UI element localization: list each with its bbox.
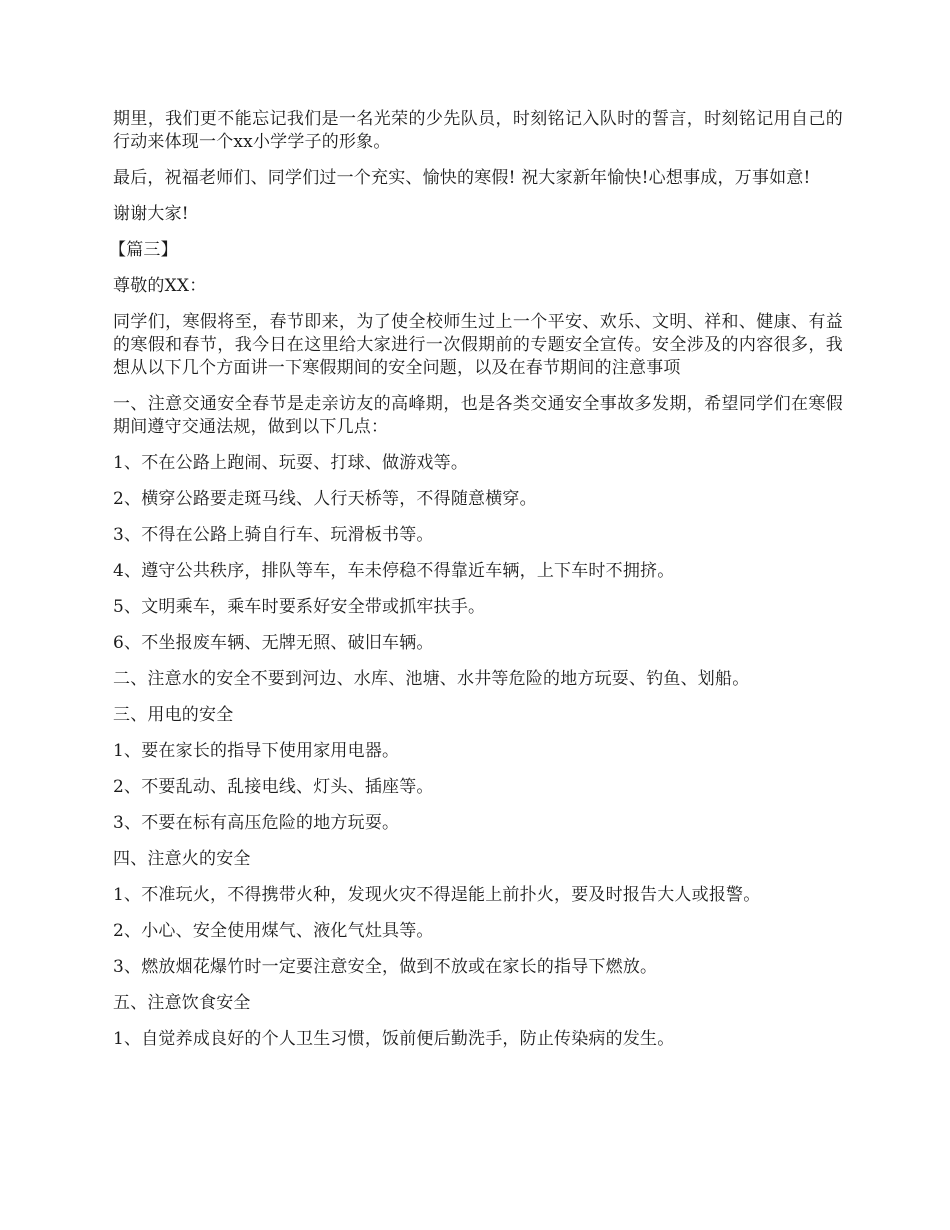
list-item: 3、不得在公路上骑自行车、玩滑板书等。 [113, 525, 434, 545]
list-item: 2、不要乱动、乱接电线、灯头、插座等。 [113, 777, 434, 797]
section-electric-safety: 三、用电的安全 [113, 705, 234, 725]
list-item: 6、不坐报废车辆、无牌无照、破旧车辆。 [113, 633, 434, 653]
list-item: 1、自觉养成良好的个人卫生习惯，饭前便后勤洗手，防止传染病的发生。 [113, 1029, 675, 1049]
list-item: 1、要在家长的指导下使用家用电器。 [113, 741, 400, 761]
list-item: 4、遵守公共秩序，排队等车，车未停稳不得靠近车辆，上下车时不拥挤。 [113, 561, 675, 581]
list-item: 3、燃放烟花爆竹时一定要注意安全，做到不放或在家长的指导下燃放。 [113, 957, 658, 977]
paragraph-closing-wishes: 最后，祝福老师们、同学们过一个充实、愉快的寒假! 祝大家新年愉快!心想事成，万事如意! [113, 168, 811, 188]
paragraph-thanks: 谢谢大家! [113, 204, 189, 224]
section-fire-safety: 四、注意火的安全 [113, 849, 251, 869]
list-item: 2、小心、安全使用煤气、液化气灶具等。 [113, 921, 434, 941]
paragraph-closing-1: 期里，我们更不能忘记我们是一名光荣的少先队员，时刻铭记入队时的誓言，时刻铭记用自己的行动来体现一个xx小学学子的形象。 [113, 109, 843, 152]
document-page [109, 108, 843, 1064]
list-item: 3、不要在标有高压危险的地方玩耍。 [113, 813, 400, 833]
list-item: 2、横穿公路要走斑马线、人行天桥等，不得随意横穿。 [113, 489, 537, 509]
list-item: 1、不准玩火，不得携带火种，发现火灾不得逞能上前扑火，要及时报告大人或报警。 [113, 885, 761, 905]
list-item: 1、不在公路上跑闹、玩耍、打球、做游戏等。 [113, 453, 469, 473]
list-item: 5、文明乘车，乘车时要系好安全带或抓牢扶手。 [113, 597, 486, 617]
section-heading-part-three: 【篇三】 [109, 240, 178, 260]
section-water-safety: 二、注意水的安全不要到河边、水库、池塘、水井等危险的地方玩耍、钓鱼、划船。 [113, 669, 750, 689]
paragraph-intro: 同学们，寒假将至，春节即来，为了使全校师生过上一个平安、欢乐、文明、祥和、健康、有益的寒假和春节，我今日在这里给大家进行一次假期前的专题安全宣传。安全涉及的内容很多，我想从以下几个方面讲一下寒假期间的安全问题，以及在春节期间的注意事项 [113, 312, 843, 378]
salutation: 尊敬的XX： [113, 276, 207, 296]
section-food-safety: 五、注意饮食安全 [113, 993, 251, 1013]
section-traffic-safety: 一、注意交通安全春节是走亲访友的高峰期，也是各类交通安全事故多发期，希望同学们在寒假期间遵守交通法规，做到以下几点： [113, 394, 843, 437]
